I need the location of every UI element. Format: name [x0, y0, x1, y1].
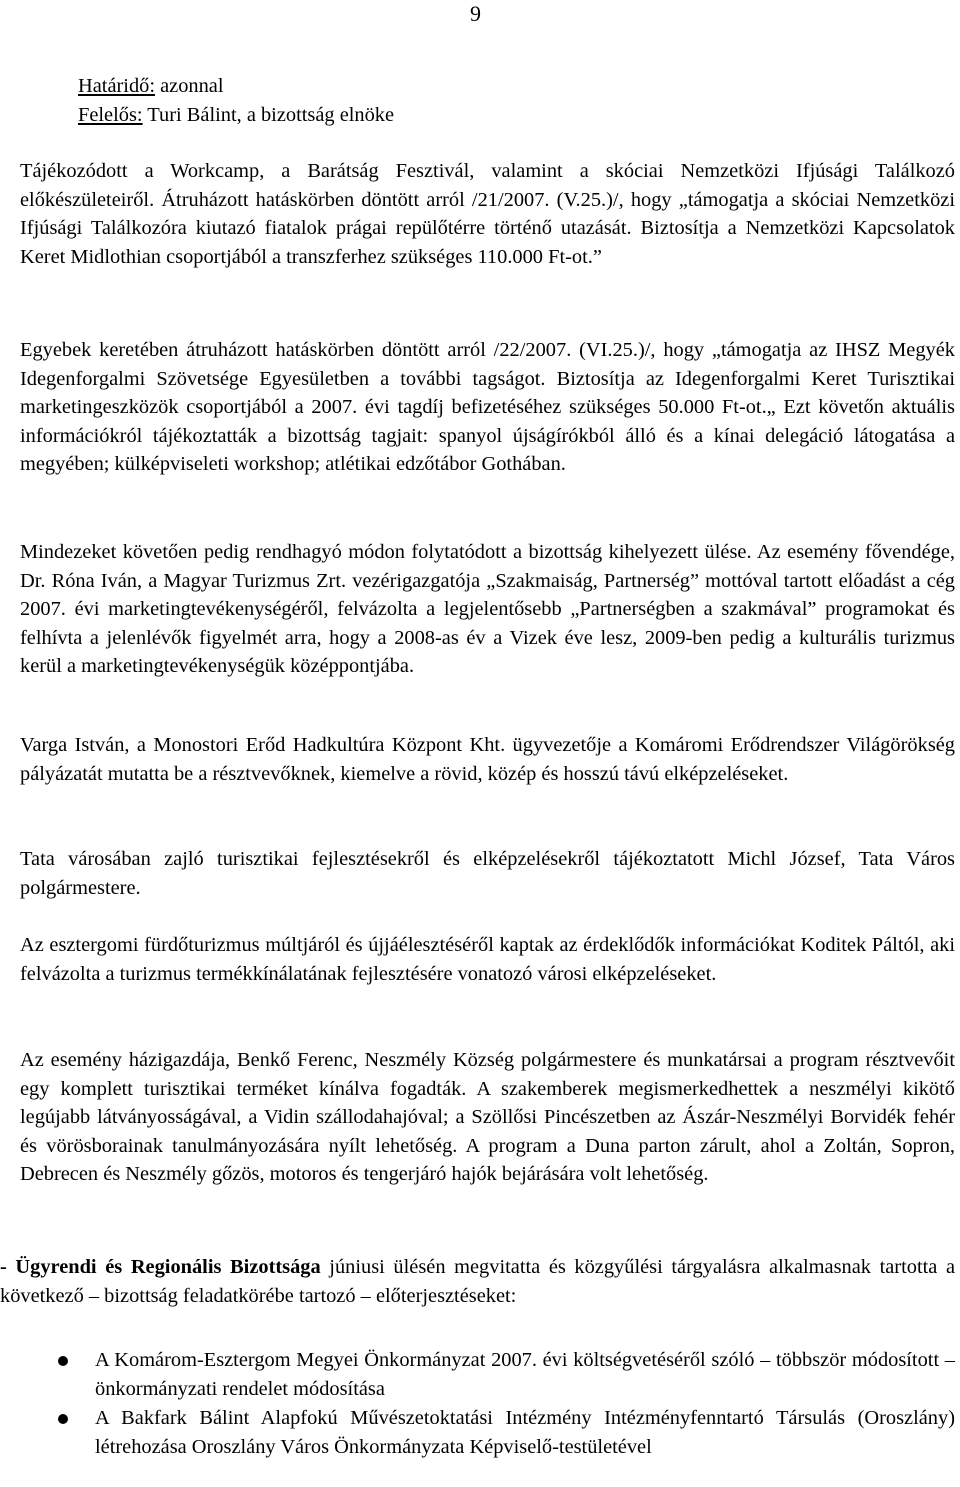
committee-name: Ügyrendi és Regionális Bizottsága: [15, 1256, 321, 1278]
paragraph-esztergom: Az esztergomi fürdőturizmus múltjáról és újjáélesztéséről kaptak az érdeklődők információkat Koditek Páltól, aki felvázolta a turizmus termékkínálatának fejlesztésére vonatozó városi elképzeléseket.: [20, 934, 955, 985]
paragraph-tata: Tata városában zajló turisztikai fejlesztésekről és elképzelésekről tájékoztatott Michl József, Tata Város polgármestere.: [20, 848, 955, 899]
deadline-line: [20, 72, 955, 101]
committee-text: júniusi ülésén megvitatta és közgyűlési tárgyalásra alkalmasnak tartotta a következő – bizottság feladatkörébe tartozó – előterjesztéseket:: [0, 1256, 955, 1307]
bullet-item: [20, 1404, 955, 1461]
bullet-text: A Bakfark Bálint Alapfokú Művészetoktatási Intézmény Intézményfenntartó Társulás (Oroszlány) létrehozása Oroszlány Város Önkormányzata Képviselő-testületével: [95, 1407, 955, 1458]
responsible-line: [20, 101, 955, 130]
paragraph-neszmely: Az esemény házigazdája, Benkő Ferenc, Neszmély Község polgármestere és munkatársai a program résztvevőit egy komplett turisztikai terméket kínálva fogadták. A szakemberek megismerkedhettek a neszmélyi kikötő legújabb látványosságával, a Vidin szállodahajóval; a Szöllősi Pincészetben az Ászár-Neszmélyi Borvidék fehér és vörösborainak tanulmányozására nyílt lehetőség. A program a Duna parton zárult, ahol a Zoltán, Sopron, Debrecen és Neszmély gőzös, motoros és tengerjáró hajók bejárására volt lehetőség.: [20, 1049, 955, 1186]
paragraph-event: Mindezeket követően pedig rendhagyó módon folytatódott a bizottság kihelyezett ülése. Az esemény fővendége, Dr. Róna Iván, a Magyar Turizmus Zrt. vezérigazgatója „Szakmaiság, Partnerség” mottóval tartott előadást a cég 2007. évi marketingtevékenységéről, felvázolta a legjelentősebb „Partnerségben a szakmával” programokat és felhívta a jelenlévők figyelmét arra, hogy a 2008-as év a Vizek éve lesz, 2009-ben pedig a kulturális turizmus kerül a marketingtevékenységük középpontjába.: [20, 541, 955, 678]
paragraph-ihsz: Egyebek keretében átruházott hatáskörben döntött arról /22/2007. (VI.25.)/, hogy „támogatja az IHSZ Megyék Idegenforgalmi Szövetsége Egyesületben a további tagságot. Biztosítja az Idegenforgalmi Keret Turisztikai marketingeszközök csoportjából a 2007. évi tagdíj befizetéséhez szükséges 50.000 Ft-ot.„ Ezt követőn aktuális információkról tájékoztatták a bizottság tagjait: spanyol újságírókból álló és a kínai delegáció látogatása a megyében; külképviseleti workshop; atlétikai edzőtábor Gothában.: [20, 339, 955, 476]
committee-paragraph: [0, 1253, 955, 1310]
deadline-value: azonnal: [155, 75, 224, 97]
responsible-label: Felelős:: [78, 103, 143, 126]
bullet-dot-icon: [58, 1414, 68, 1424]
bullet-dot-icon: [58, 1356, 68, 1366]
paragraph-workcamp: Tájékozódott a Workcamp, a Barátság Fesztivál, valamint a skóciai Nemzetközi Ifjúsági Találkozó előkészületeiről. Átruházott hatáskörben döntött arról /21/2007. (V.25.)/, hogy „támogatja a skóciai Nemzetközi Ifjúsági Találkozóra kiutazó fiatalok prágai repülőtérre történő utazását. Biztosítja a Nemzetközi Kapcsolatok Keret Midlothian csoportjából a transzferhez szükséges 110.000 Ft-ot.”: [20, 160, 955, 268]
committee-dash: -: [0, 1256, 16, 1278]
page-number: 9: [470, 1, 481, 26]
bullet-text: A Komárom-Esztergom Megyei Önkormányzat 2007. évi költségvetéséről szóló – többször módosított – önkormányzati rendelet módosítása: [95, 1349, 955, 1400]
paragraph-varga: Varga István, a Monostori Erőd Hadkultúra Központ Kht. ügyvezetője a Komáromi Erődrendszer Világörökség pályázatát mutatta be a résztvevőknek, kiemelve a rövid, közép és hosszú távú elképzeléseket.: [20, 734, 955, 785]
header-block: [20, 72, 955, 129]
deadline-label: Határidő:: [78, 75, 156, 97]
responsible-value: Turi Bálint, a bizottság elnöke: [142, 103, 395, 126]
bullet-item: [20, 1346, 955, 1403]
